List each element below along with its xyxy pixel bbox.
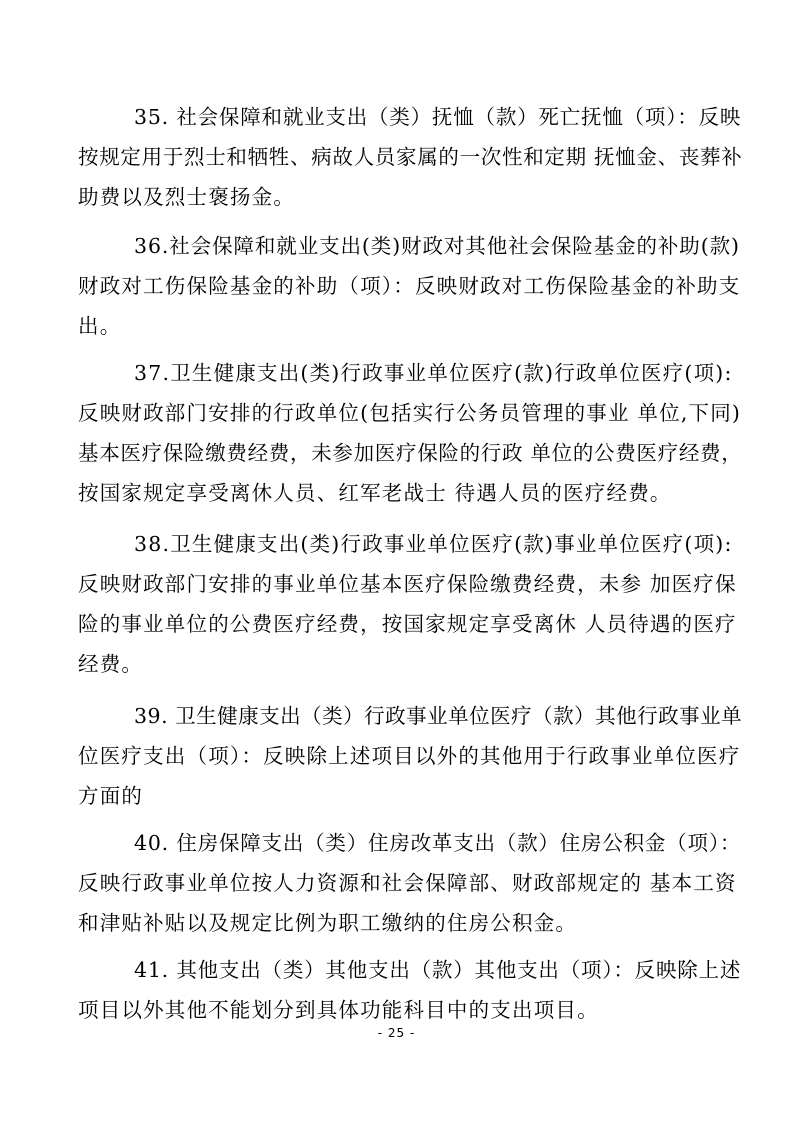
paragraph-line: 位医疗支出（项）：反映除上述项目以外的其他用于行政事业单位医疗 (78, 744, 741, 768)
paragraph-line: 35. 社会保障和就业支出（类）抚恤（款）死亡抚恤（项）：反映 (134, 105, 742, 129)
paragraph-line: 38.卫生健康支出(类)行政事业单位医疗(款)事业单位医疗(项): (134, 532, 733, 556)
paragraph-line: 反映财政部门安排的事业单位基本医疗保险缴费经费，未参 加医疗保 (78, 572, 737, 596)
paragraph-line: 40. 住房保障支出（类）住房改革支出（款）住房公积金（项）： (134, 831, 742, 855)
paragraph-line: 和津贴补贴以及规定比例为职工缴纳的住房公积金。 (78, 911, 578, 935)
page-number: - 25 - (377, 1026, 416, 1040)
paragraph-line: 反映行政事业单位按人力资源和社会保障部、财政部规定的 基本工资 (78, 871, 737, 895)
paragraph-line: 39. 卫生健康支出（类）行政事业单位医疗（款）其他行政事业单 (134, 704, 743, 728)
paragraph-line: 财政对工伤保险基金的补助（项）：反映财政对工伤保险基金的补助支 (78, 274, 741, 298)
paragraph-line: 助费以及烈士褒扬金。 (78, 185, 295, 209)
paragraph-line: 按规定用于烈士和牺牲、病故人员家属的一次性和定期 抚恤金、丧葬补 (78, 145, 743, 169)
paragraph-line: 按国家规定享受离休人员、红军老战士 待遇人员的医疗经费。 (78, 481, 672, 505)
paragraph-line: 37.卫生健康支出(类)行政事业单位医疗(款)行政单位医疗(项): (134, 361, 733, 385)
paragraph-line: 险的事业单位的公费医疗经费，按国家规定享受离休 人员待遇的医疗 (78, 612, 737, 636)
paragraph-line: 反映财政部门安排的行政单位(包括实行公务员管理的事业 单位,下同) (78, 401, 742, 425)
paragraph-line: 36.社会保障和就业支出(类)财政对其他社会保险基金的补助(款) (134, 234, 740, 258)
paragraph-line: 41. 其他支出（类）其他支出（款）其他支出（项）：反映除上述 (134, 958, 742, 982)
paragraph-line: 出。 (78, 314, 122, 338)
paragraph-line: 项目以外其他不能划分到具体功能科目中的支出项目。 (78, 998, 599, 1022)
paragraph-line: 方面的 (78, 784, 144, 808)
paragraph-line: 经费。 (78, 652, 144, 676)
paragraph-line: 基本医疗保险缴费经费，未参加医疗保险的行政 单位的公费医疗经费， (78, 441, 743, 465)
